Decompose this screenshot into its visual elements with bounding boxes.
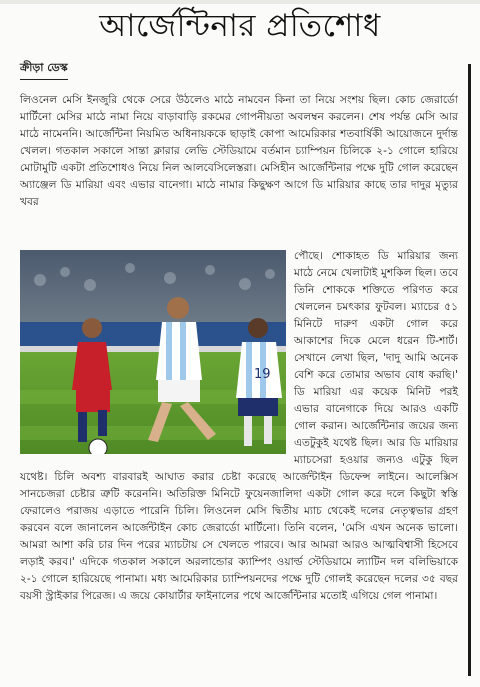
match-photo — [20, 250, 286, 454]
article-paragraph-2 — [20, 248, 458, 673]
jersey-number: 19 — [254, 367, 271, 382]
article-paragraph-1: লিওনেল মেসি ইনজুরি থেকে সেরে উঠলেও মাঠে নামবেন কিনা তা নিয়ে সংশয় ছিল। কোচ জেরার্ডো মার্টিনো মেসির মাঠে নামা নিয়ে বাড়াবাড়ি রকমের গোপনীয়তা অবলম্বন করলেন। শেষ পর্যন্ত মেসি আর মাঠে নামেননি। আর্জেন্টিনা নিয়মিত অধিনায়ককে ছাড়াই কোপা আমেরিকার শতবার্ষিকী আয়োজনে দুর্দান্ত খেলল। গতকাল সকালে সান্তা ক্লারার লেভি স্টেডিয়ামে বর্তমান চ্যাম্পিয়ন চিলিকে ২-১ গোলে হারিয়ে মোটামুটি একটা প্রতিশোধও নিয়ে নিল আলবেসিলেস্তরা। মেসিহীন আর্জেন্টিনার পক্ষে দুটি গোল করেছেন অ্যাঞ্জেল ডি মারিয়া এবং এভার বানেগা। মাঠে নামার কিছুক্ষণ আগে ডি মারিয়ার কাছে তার দাদুর মৃত্যুর খবর — [20, 94, 458, 208]
article-paragraph-2-text: পৌছে। শোকাহত ডি মারিয়ার জন্য মাঠে নেমে খেলাটাই মুশকিল ছিল। তবে তিনি শোককে শক্তিতে পরিণত করে খেললেন চমৎকার ফুটবল। ম্যাচের ৫১ মিনিটে দারুণ একটা গোল করে আকাশের দিকে মেলে ধরেন টি-শার্ট। সেখানে লেখা ছিল, 'দাদু আমি অনেক বেশি করে তোমার অভাব বোধ করছি।' ডি মারিয়া এর কয়েক মিনিট পরই এভার বানেগাকে দিয়ে আরও একটি গোল করান। আর্জেন্টিনার জয়ের জন্য এতটুকুই যথেষ্ট ছিল। আর ডি মারিয়ার ম্যাচসেরা হওয়ার জন্যও এটুকু ছিল যথেষ্ট। চিলি অবশ্য বারবারই আঘাত করার চেষ্টা করেছে আর্জেন্টাইন ডিফেন্স লাইনে। আলেক্সিস সানচেজরা চেষ্টার ত্রুটি করেননি। অতিরিক্ত মিনিটে ফুয়েনজালিদা একটা গোল করে দলে কিছুটা স্বস্তি ফেরালেও পরাজয় এড়াতে পারেনি চিলি। লিওনেল মেসি দ্বিতীয় ম্যাচ থেকেই দলের নেতৃত্বভার গ্রহণ করবেন বলে জানালেন আর্জেন্টাইন কোচ জেরার্ডো মার্টিনো। তিনি বলেন, 'মেসি এখন অনেক ভালো। আমরা আশা করি চার দিন পরের ম্যাচটায় সে খেলতে পারবে। আর আমরা আরও আত্মবিশ্বাসী হিসেবে লড়াই করব।' এদিকে গতকাল সকালে অরলান্ডোর ক্যাম্পিং ওয়ার্ল্ড স্টেডিয়ামে ল্যাটিন দল বলিভিয়াকে ২-১ গোলে হারিয়েছে পানামা। মধ্য আমেরিকার চ্যাম্পিয়নদের পক্ষে দুটি গোলই করেছেন দলের ৩৫ বছর বয়সী স্ট্রাইকার পিরেজ। এ জয়ে কোয়ার্টার ফাইনালের পথে আর্জেন্টিনার মতোই এগিয়ে গেল পানামা। — [20, 250, 458, 602]
page-top-strip — [0, 0, 480, 4]
byline-desk: ক্রীড়া ডেস্ক — [20, 59, 68, 80]
column-rule — [468, 64, 471, 676]
headline: আর্জেন্টিনার প্রতিশোধ — [99, 8, 381, 44]
